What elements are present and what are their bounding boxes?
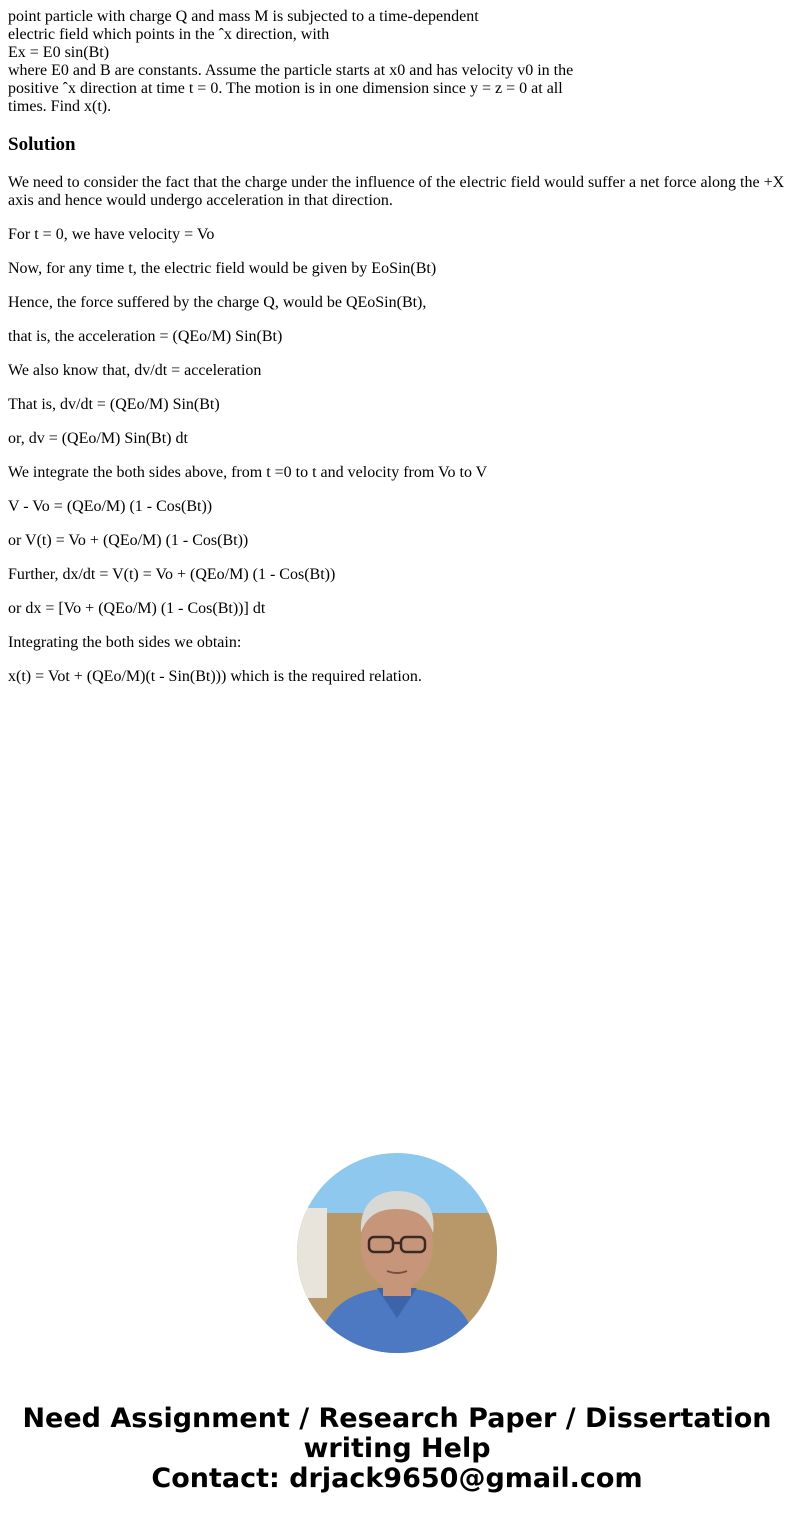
question-line: positive ˆx direction at time t = 0. The motion is in one dimension since y = z = 0 at all	[8, 80, 563, 97]
solution-steps	[8, 174, 786, 686]
solution-paragraph: We integrate the both sides above, from t =0 to t and velocity from Vo to V	[8, 464, 488, 481]
question-line: electric field which points in the ˆx direction, with	[8, 26, 330, 43]
question-line: Ex = E0 sin(Bt)	[8, 44, 110, 61]
solution-paragraph: that is, the acceleration = (QEo/M) Sin(Bt)	[8, 328, 283, 345]
question-line: point particle with charge Q and mass M is subjected to a time-dependent	[8, 8, 479, 25]
solution-paragraph: Now, for any time t, the electric field would be given by EoSin(Bt)	[8, 260, 437, 277]
solution-paragraph: or dx = [Vo + (QEo/M) (1 - Cos(Bt))] dt	[8, 600, 266, 617]
author-portrait-icon	[297, 1153, 497, 1353]
solution-paragraph: We need to consider the fact that the charge under the influence of the electric field would suffer a net force along the +X axis and hence would undergo acceleration in that direction.	[8, 174, 785, 209]
solution-heading: Solution	[8, 134, 76, 155]
solution-paragraph: Integrating the both sides we obtain:	[8, 634, 242, 651]
avatar-wall-panel	[297, 1208, 327, 1298]
solution-paragraph: That is, dv/dt = (QEo/M) Sin(Bt)	[8, 396, 220, 413]
document	[0, 0, 794, 686]
solution-paragraph: Further, dx/dt = V(t) = Vo + (QEo/M) (1 - Cos(Bt))	[8, 566, 336, 583]
author-avatar	[297, 1153, 497, 1353]
solution-paragraph: or V(t) = Vo + (QEo/M) (1 - Cos(Bt))	[8, 532, 249, 549]
solution-paragraph: x(t) = Vot + (QEo/M)(t - Sin(Bt))) which is the required relation.	[8, 668, 422, 685]
question-line: times. Find x(t).	[8, 98, 112, 115]
solution-paragraph: V - Vo = (QEo/M) (1 - Cos(Bt))	[8, 498, 213, 515]
solution-paragraph: Hence, the force suffered by the charge Q, would be QEoSin(Bt),	[8, 294, 427, 311]
solution-paragraph: or, dv = (QEo/M) Sin(Bt) dt	[8, 430, 188, 447]
solution-paragraph: We also know that, dv/dt = acceleration	[8, 362, 262, 379]
footer-line-2: writing Help	[303, 1433, 491, 1464]
footer-line-1: Need Assignment / Research Paper / Dissertation	[22, 1403, 772, 1434]
question-line: where E0 and B are constants. Assume the particle starts at x0 and has velocity v0 in the	[8, 62, 574, 79]
footer-contact: Contact: drjack9650@gmail.com	[151, 1463, 643, 1494]
solution-paragraph: For t = 0, we have velocity = Vo	[8, 226, 215, 243]
footer-cta	[0, 1404, 794, 1494]
question-text	[8, 8, 786, 116]
